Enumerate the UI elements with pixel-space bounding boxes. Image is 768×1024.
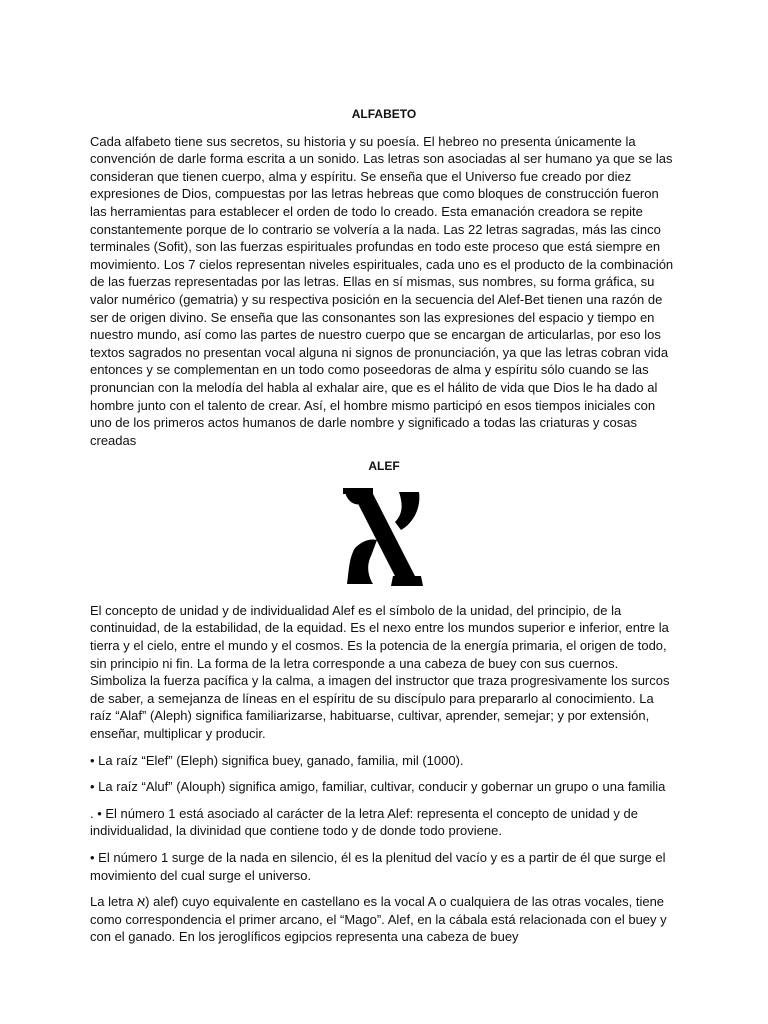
alef-letter-paragraph: La letra א) alef) cuyo equivalente en castellano es la vocal A o cualquiera de las otras vocales, tiene como correspondencia el primer arcano, el “Mago”. Alef, en la cábala está relacionada con el buey y con el ganado. En los jeroglíficos egipcios representa una cabeza de buey — [90, 894, 667, 945]
bullet-aluf: • La raíz “Aluf” (Alouph) significa amigo, familiar, cultivar, conducir y gobernar un grupo o una familia — [90, 779, 666, 795]
document-title: ALFABETO — [351, 107, 417, 121]
section-title: ALEF — [368, 459, 400, 474]
bullet-number-one: . • El número 1 está asociado al carácter de la letra Alef: representa el concepto de unidad y de individualidad, la divinidad que contiene todo y de donde todo proviene. — [90, 805, 638, 839]
alef-concept-paragraph: El concepto de unidad y de individualidad Alef es el símbolo de la unidad, del principio, de la continuidad, de la estabilidad, de la equidad. Es el nexo entre los mundos superior e inferior, entre la tierra y el cielo, entre el mundo y el cosmos. Es la potencia de la energía primaria, el origen de todo, sin principio ni fin. La forma de la letra corresponde a una cabeza de buey con sus cuernos. Simboliza la fuerza pacífica y la calma, a imagen del instructor que traza progresivamente los surcos de saber, a semejanza de líneas en el espíritu de su discípulo para prepararlo al conocimiento. La raíz “Alaf” (Aleph) significa familiarizarse, habituarse, cultivar, aprender, semejar; y por extensión, enseñar, multiplicar y producir. — [90, 602, 670, 742]
bullet-elef: • La raíz “Elef” (Eleph) significa buey, ganado, familia, mil (1000). — [90, 752, 464, 768]
document-page — [90, 106, 678, 955]
bullet-number-one-surge: • El número 1 surge de la nada en silencio, él es la plenitud del vacío y es a partir de él que surge el movimiento del cual surge el universo. — [90, 850, 666, 883]
intro-paragraph: Cada alfabeto tiene sus secretos, su historia y su poesía. El hebreo no presenta únicamente la convención de darle forma escrita a un sonido. Las letras son asociadas al ser humano ya que se las consideran que tienen cuerpo, alma y espíritu. Se enseña que el Universo fue creado por diez expresiones de Dios, compuestas por las letras hebreas que como bloques de construcción fueron las herramientas para establecer el orden de todo lo creado. Esta emanación creadora se repite constantemente porque de lo contrario se volvería a la nada. Las 22 letras sagradas, más las cinco terminales (Sofit), son las fuerzas espirituales profundas en todo este proceso que está siempre en movimiento. Los 7 cielos representan niveles espirituales, cada uno es el producto de la combinación de las fuerzas representadas por las letras. Ellas en sí mismas, sus nombres, su forma gráfica, su valor numérico (gematria) y su respectiva posición en la secuencia del Alef-Bet tienen una razón de ser de origen divino. Se enseña que las consonantes son las expresiones del espacio y tiempo en nuestro mundo, así como las partes de nuestro cuerpo que se encargan de articularlas, por eso los textos sagrados no presentan vocal alguna ni signos de pronunciación, ya que las letras cobran vida entonces y se complementan en un todo como poseedoras de alma y espíritu sólo cuando se las pronuncian con la melodía del habla al exhalar aire, que es el hálito de vida que Dios le ha dado al hombre junto con el talento de crear. Así, el hombre mismo participó en esos tiempos iniciales con uno de los primeros actos humanos de darle nombre y significado a todas las criaturas y cosas creadas — [90, 133, 674, 448]
alef-letter-figure — [90, 486, 678, 590]
hebrew-alef-icon — [341, 486, 427, 590]
